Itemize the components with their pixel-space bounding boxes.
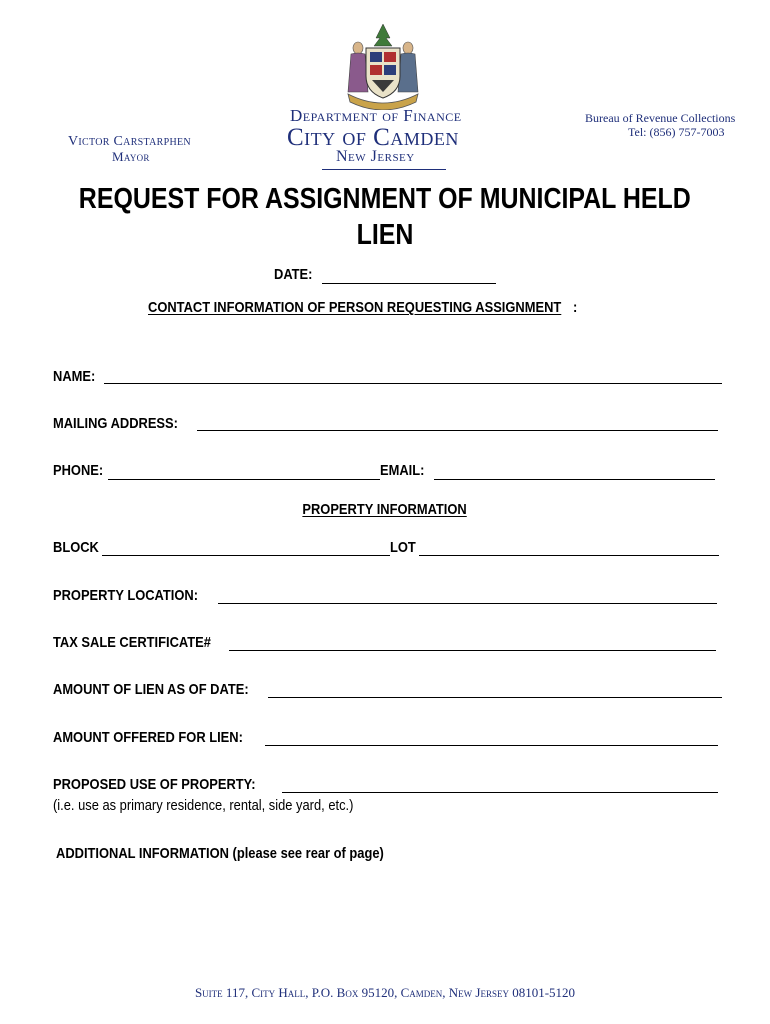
mayor-title: Mayor (112, 149, 150, 164)
contact-heading-text: CONTACT INFORMATION OF PERSON REQUESTING ASSIGNMENT (148, 299, 562, 316)
property-location-field[interactable] (218, 603, 717, 604)
form-title-line1: REQUEST FOR ASSIGNMENT OF MUNICIPAL HELD (79, 183, 691, 215)
block-field[interactable] (102, 555, 390, 556)
form-title-second (0, 219, 770, 252)
tax-sale-certificate-field[interactable] (229, 650, 716, 651)
contact-heading (148, 299, 629, 317)
bureau-phone: Tel: (856) 757-7003 (628, 125, 725, 139)
property-location-label: PROPERTY LOCATION: (53, 587, 199, 604)
city-seal (338, 22, 428, 110)
phone-label: PHONE: (53, 462, 104, 479)
proposed-use-label: PROPOSED USE OF PROPERTY: (53, 776, 256, 793)
letterhead-rule (322, 169, 446, 170)
footer-address-text: Suite 117, City Hall, P.O. Box 95120, Camden, New Jersey 08101-5120 (194, 985, 576, 1000)
email-label: EMAIL: (380, 462, 425, 479)
form-title (0, 183, 770, 216)
date-label: DATE: (274, 266, 313, 283)
amount-offered-field[interactable] (265, 745, 718, 746)
block-label: BLOCK (53, 539, 99, 556)
amount-offered-label: AMOUNT OFFERED FOR LIEN: (53, 729, 243, 746)
proposed-use-field[interactable] (282, 792, 718, 793)
name-label: NAME: (53, 368, 96, 385)
phone-field[interactable] (108, 479, 380, 480)
form-title-line2: LIEN (356, 219, 414, 251)
department-line: Department of Finance (290, 106, 462, 125)
lot-label: LOT (390, 539, 416, 556)
mailing-address-label: MAILING ADDRESS: (53, 415, 178, 432)
bureau-name: Bureau of Revenue Collections (585, 111, 736, 125)
lien-amount-label: AMOUNT OF LIEN AS OF DATE: (53, 681, 249, 698)
city-line: City of Camden (287, 124, 459, 151)
mayor-name: Victor Carstarphen (68, 134, 191, 149)
email-field[interactable] (434, 479, 715, 480)
proposed-use-hint: (i.e. use as primary residence, rental, side yard, etc.) (53, 797, 354, 814)
lien-amount-field[interactable] (268, 697, 722, 698)
property-heading (0, 501, 770, 519)
footer-address (0, 984, 770, 1002)
lot-field[interactable] (419, 555, 719, 556)
mailing-address-field[interactable] (197, 430, 718, 431)
tax-sale-certificate-label: TAX SALE CERTIFICATE# (53, 634, 211, 651)
property-heading-text: PROPERTY INFORMATION (302, 501, 468, 518)
name-field[interactable] (104, 383, 722, 384)
contact-heading-colon: : (572, 299, 577, 316)
additional-info-label: ADDITIONAL INFORMATION (please see rear of page) (56, 845, 384, 862)
state-line: New Jersey (336, 148, 415, 165)
date-field[interactable] (322, 283, 496, 284)
